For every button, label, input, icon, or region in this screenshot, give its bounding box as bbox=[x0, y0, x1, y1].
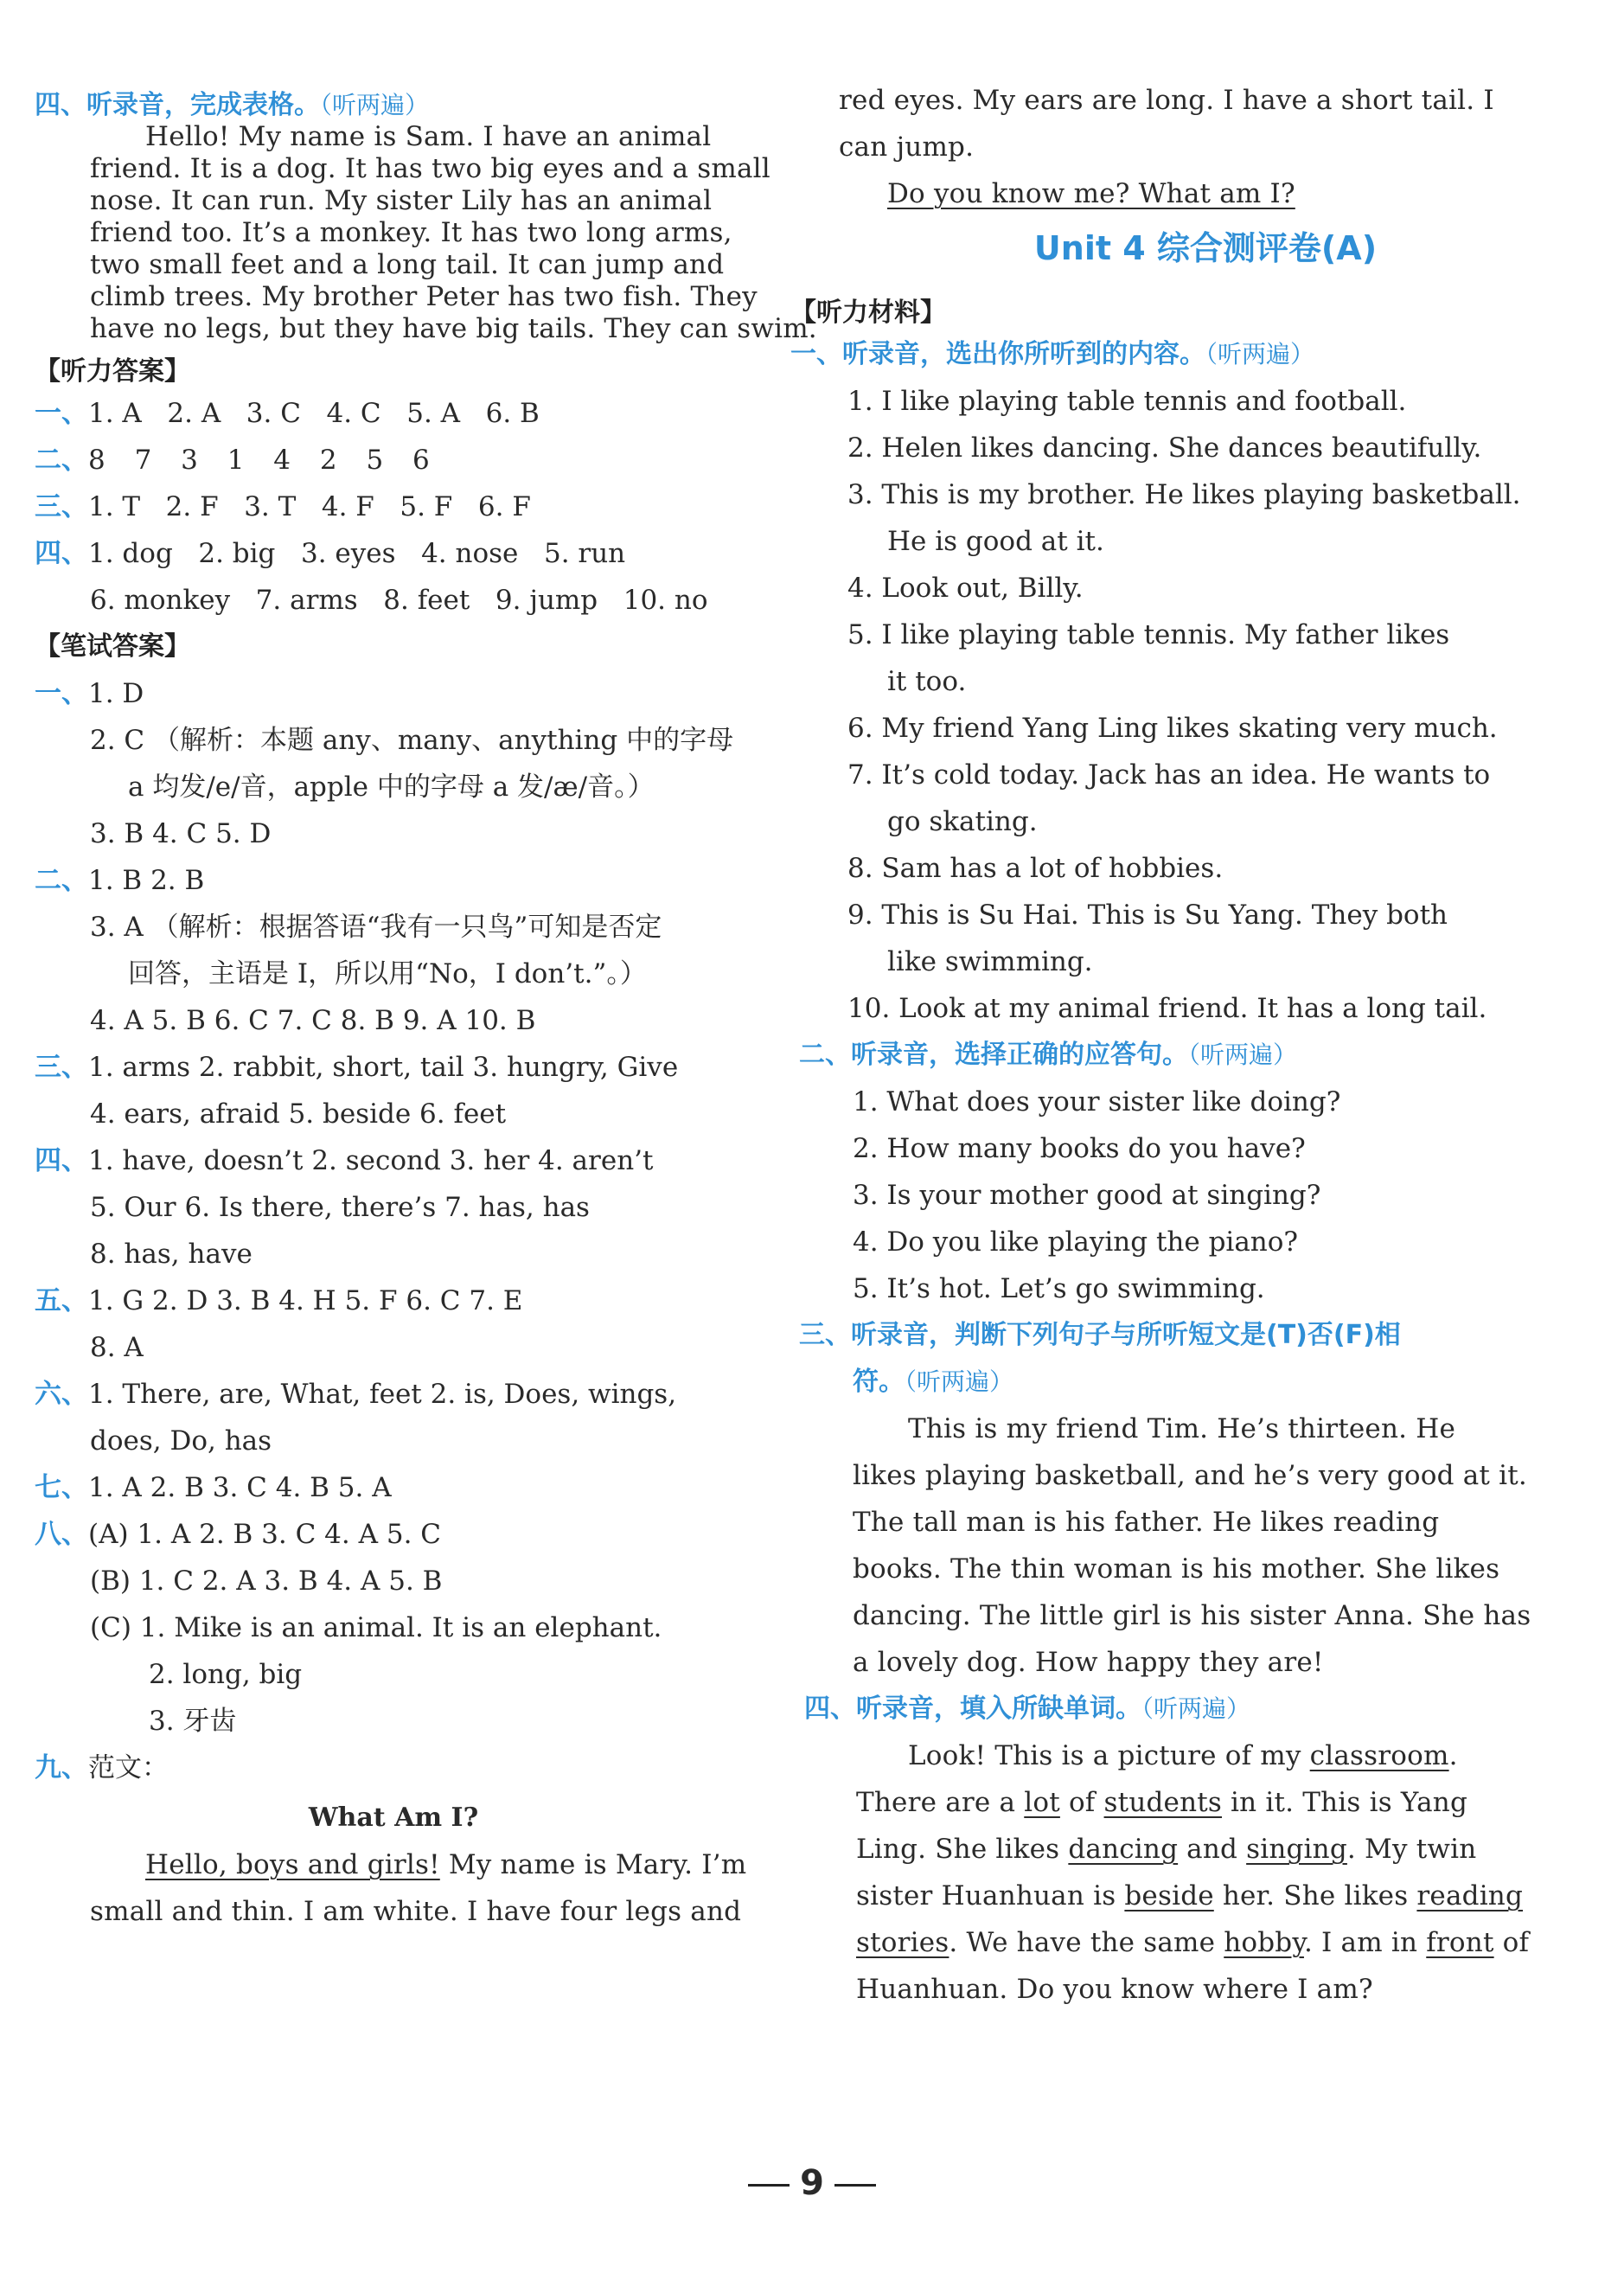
written-3: 三、1. arms 2. rabbit, short, tail 3. hungry, Give bbox=[35, 1052, 679, 1083]
s1-item: 4. Look out, Billy. bbox=[847, 573, 1084, 604]
passage-line: have no legs, but they have big tails. They can swim. bbox=[90, 313, 817, 344]
essay-cont-2: can jump. bbox=[839, 131, 975, 163]
s2-item: 1. What does your sister like doing? bbox=[853, 1086, 1341, 1117]
s2-item: 3. Is your mother good at singing? bbox=[853, 1180, 1321, 1211]
dash-left bbox=[748, 2184, 790, 2187]
section-note: （听两遍） bbox=[320, 91, 430, 119]
s1-item: 9. This is Su Hai. This is Su Yang. They both bbox=[847, 900, 1448, 931]
answer-row-4: 四、1. dog 2. big 3. eyes 4. nose 5. run bbox=[35, 538, 626, 569]
s4-line-1: Look! This is a picture of my classroom. bbox=[908, 1740, 1458, 1771]
s4-line-6: Huanhuan. Do you know where I am? bbox=[856, 1974, 1373, 2005]
passage-line: nose. It can run. My sister Lily has an animal bbox=[90, 185, 713, 216]
written-6: 六、1. There, are, What, feet 2. is, Does, wings, bbox=[35, 1379, 677, 1410]
s1-item: 3. This is my brother. He likes playing basketball. bbox=[847, 479, 1521, 510]
written-1-2a: 2. C （解析：本题 any、many、anything 中的字母 bbox=[90, 725, 734, 756]
written-2-3b: 回答，主语是 I，所以用“No，I don’t.”。） bbox=[128, 958, 647, 989]
written-2: 二、1. B 2. B bbox=[35, 865, 205, 896]
section-2-heading: 二、听录音，选择正确的应答句。（听两遍） bbox=[799, 1040, 1298, 1070]
written-1-2b: a 均发/e/音，apple 中的字母 a 发/æ/音。） bbox=[128, 772, 655, 803]
section-heading-text: 四、听录音，完成表格。 bbox=[35, 90, 320, 120]
written-8c3: 3. 牙齿 bbox=[149, 1706, 237, 1737]
section-3-heading-a: 三、听录音，判断下列句子与所听短文是(T)否(F)相 bbox=[799, 1320, 1401, 1350]
written-8c1: (C) 1. Mike is an animal. It is an elephant. bbox=[90, 1612, 662, 1643]
section-3-heading-b: 符。（听两遍） bbox=[853, 1367, 1014, 1397]
s3-passage-line: The tall man is his father. He likes reading bbox=[853, 1507, 1440, 1538]
written-4: 四、1. have, doesn’t 2. second 3. her 4. aren’t bbox=[35, 1145, 654, 1176]
written-1: 一、1. D bbox=[35, 678, 144, 709]
passage-line: climb trees. My brother Peter has two fish. They bbox=[90, 281, 758, 312]
written-2-3a: 3. A （解析：根据答语“我有一只鸟”可知是否定 bbox=[90, 912, 662, 943]
written-4-8: 8. has, have bbox=[90, 1239, 253, 1270]
page-number bbox=[0, 2161, 1624, 2206]
answer-row-3: 三、1. T 2. F 3. T 4. F 5. F 6. F bbox=[35, 491, 531, 522]
passage-line: two small feet and a long tail. It can jump and bbox=[90, 249, 725, 280]
written-1-3: 3. B 4. C 5. D bbox=[90, 818, 272, 849]
s1-item: like swimming. bbox=[887, 946, 1093, 977]
s1-item: 6. My friend Yang Ling likes skating very much. bbox=[847, 713, 1498, 744]
s4-line-4: sister Huanhuan is beside her. She likes reading bbox=[856, 1880, 1524, 1911]
s3-passage-line: books. The thin woman is his mother. She likes bbox=[853, 1553, 1500, 1585]
s4-line-2: There are a lot of students in it. This is Yang bbox=[856, 1787, 1468, 1818]
page-number-text: 9 bbox=[800, 2163, 824, 2203]
s1-item: 1. I like playing table tennis and football. bbox=[847, 386, 1407, 417]
section-1-heading: 一、听录音，选出你所听到的内容。（听两遍） bbox=[790, 339, 1315, 369]
listening-answers-title: 【听力答案】 bbox=[35, 356, 190, 387]
written-9: 九、范文： bbox=[35, 1752, 169, 1783]
s1-item: 10. Look at my animal friend. It has a long tail. bbox=[847, 993, 1487, 1024]
s3-passage-line: a lovely dog. How happy they are! bbox=[853, 1647, 1324, 1678]
answer-row-1: 一、1. A 2. A 3. C 4. C 5. A 6. B bbox=[35, 398, 540, 429]
s2-item: 4. Do you like playing the piano? bbox=[853, 1226, 1299, 1258]
written-8b: (B) 1. C 2. A 3. B 4. A 5. B bbox=[90, 1566, 443, 1597]
written-8a: 八、(A) 1. A 2. B 3. C 4. A 5. C bbox=[35, 1519, 441, 1550]
passage-line: friend too. It’s a monkey. It has two long arms, bbox=[90, 217, 732, 248]
answer-row-2: 二、8 7 3 1 4 2 5 6 bbox=[35, 445, 430, 476]
s1-item: 5. I like playing table tennis. My father likes bbox=[847, 619, 1450, 650]
answer-row-4b: 6. monkey 7. arms 8. feet 9. jump 10. no bbox=[90, 585, 708, 616]
written-2-4: 4. A 5. B 6. C 7. C 8. B 9. A 10. B bbox=[90, 1005, 536, 1036]
written-8c2: 2. long, big bbox=[149, 1659, 303, 1690]
unit-title: Unit 4 综合测评卷(A) bbox=[1033, 229, 1378, 267]
essay-title: What Am I? bbox=[308, 1803, 479, 1833]
essay-line-1: Hello, boys and girls! My name is Mary. I’m bbox=[145, 1849, 747, 1880]
written-5-8: 8. A bbox=[90, 1332, 144, 1363]
materials-title: 【听力材料】 bbox=[790, 298, 946, 328]
s2-item: 5. It’s hot. Let’s go swimming. bbox=[853, 1273, 1265, 1304]
written-5: 五、1. G 2. D 3. B 4. H 5. F 6. C 7. E bbox=[35, 1285, 523, 1316]
section-4-heading-right: 四、听录音，填入所缺单词。（听两遍） bbox=[804, 1694, 1251, 1724]
s1-item: He is good at it. bbox=[887, 526, 1104, 557]
s3-passage-line: dancing. The little girl is his sister Anna. She has bbox=[853, 1600, 1531, 1631]
dash-right bbox=[834, 2184, 876, 2187]
section-4-heading bbox=[35, 88, 429, 123]
s2-item: 2. How many books do you have? bbox=[853, 1133, 1306, 1164]
passage-line: friend. It is a dog. It has two big eyes and a small bbox=[90, 153, 770, 184]
written-4-5: 5. Our 6. Is there, there’s 7. has, has bbox=[90, 1192, 590, 1223]
s1-item: it too. bbox=[887, 666, 967, 697]
s1-item: 8. Sam has a lot of hobbies. bbox=[847, 853, 1224, 884]
written-6-1b: does, Do, has bbox=[90, 1425, 272, 1457]
s1-item: 2. Helen likes dancing. She dances beautifully. bbox=[847, 432, 1482, 464]
written-3-4: 4. ears, afraid 5. beside 6. feet bbox=[90, 1098, 507, 1130]
s3-passage-line: likes playing basketball, and he’s very good at it. bbox=[853, 1460, 1527, 1491]
essay-line-2: small and thin. I am white. I have four legs and bbox=[90, 1896, 742, 1927]
s1-item: 7. It’s cold today. Jack has an idea. He wants to bbox=[847, 759, 1491, 791]
written-answers-title: 【笔试答案】 bbox=[35, 631, 190, 662]
s4-line-5: stories. We have the same hobby. I am in front of bbox=[856, 1927, 1530, 1958]
s1-item: go skating. bbox=[887, 806, 1038, 837]
s4-line-3: Ling. She likes dancing and singing. My twin bbox=[856, 1834, 1477, 1865]
essay-cont-3: Do you know me? What am I? bbox=[887, 178, 1295, 209]
written-7: 七、1. A 2. B 3. C 4. B 5. A bbox=[35, 1472, 392, 1503]
passage-line: Hello! My name is Sam. I have an animal bbox=[145, 121, 712, 152]
essay-cont-1: red eyes. My ears are long. I have a short tail. I bbox=[839, 85, 1494, 116]
s3-passage-line: This is my friend Tim. He’s thirteen. He bbox=[908, 1413, 1456, 1444]
